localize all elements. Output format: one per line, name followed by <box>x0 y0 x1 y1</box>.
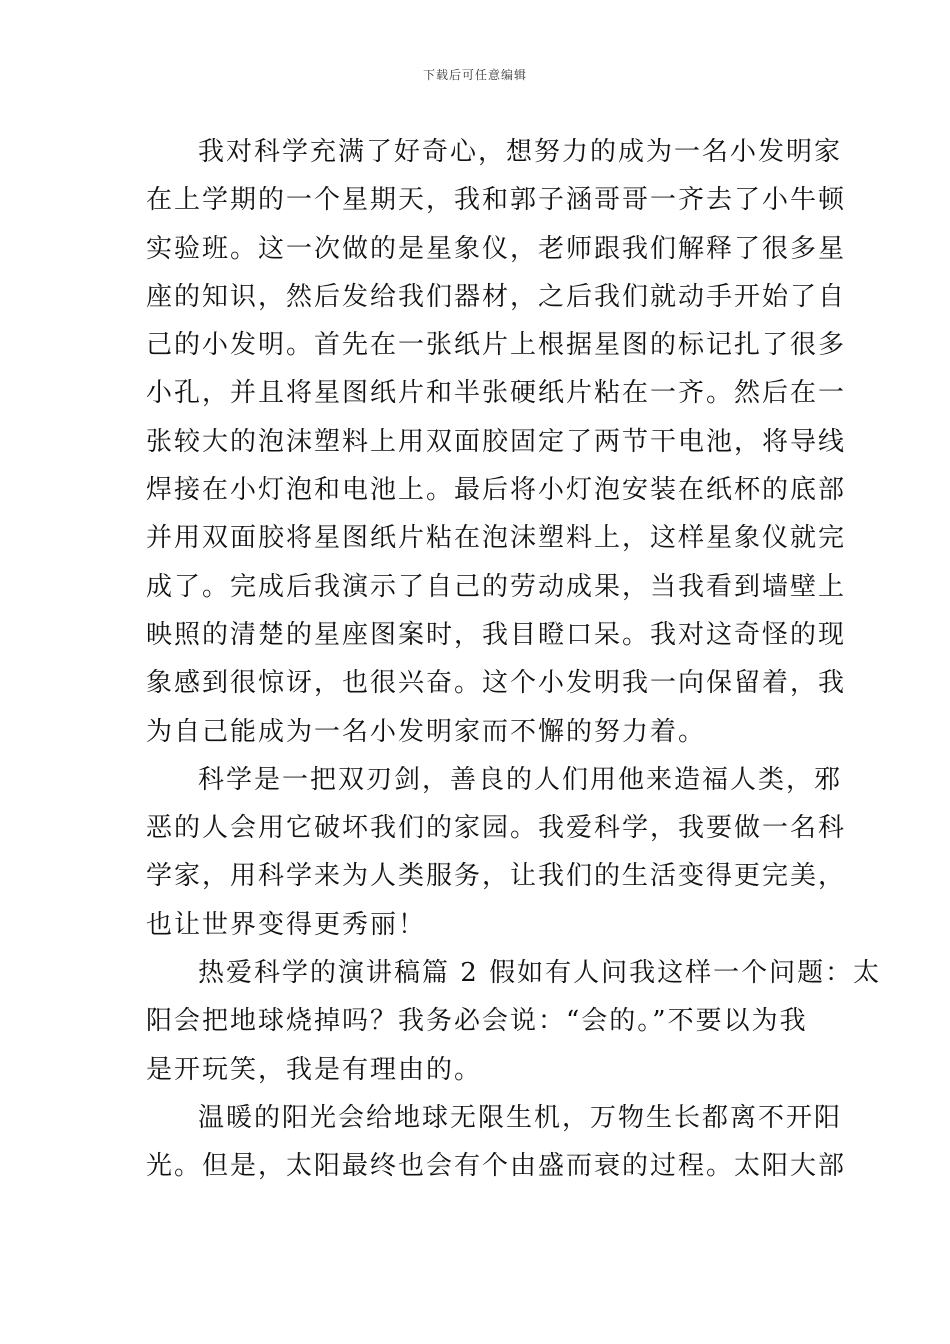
text-line: 学家，用科学来为人类服务，让我们的生活变得更完美， <box>146 861 847 892</box>
text-line: 成了。完成后我演示了自己的劳动成果，当我看到墙壁上 <box>146 571 847 602</box>
text-line: 光。但是，太阳最终也会有个由盛而衰的过程。太阳大部 <box>146 1151 847 1182</box>
text-line: 并用双面胶将星图纸片粘在泡沫塑料上，这样星象仪就完 <box>146 523 847 554</box>
text-line: 阳会把地球烧掉吗？我务必会说：“会的。”不要以为我 <box>146 1006 808 1037</box>
text-line: 热爱科学的演讲稿篇 2 假如有人问我这样一个问题：太 <box>198 958 882 989</box>
text-line: 焊接在小灯泡和电池上。最后将小灯泡安装在纸杯的底部 <box>146 475 847 506</box>
text-line: 象感到很惊讶，也很兴奋。这个小发明我一向保留着，我 <box>146 668 847 699</box>
text-line: 恶的人会用它破坏我们的家园。我爱科学，我要做一名科 <box>146 813 847 844</box>
text-line: 为自己能成为一名小发明家而不懈的努力着。 <box>146 716 707 747</box>
text-line: 己的小发明。首先在一张纸片上根据星图的标记扎了很多 <box>146 330 847 361</box>
text-line: 温暖的阳光会给地球无限生机，万物生长都离不开阳 <box>198 1102 843 1133</box>
text-line: 在上学期的一个星期天，我和郭子涵哥哥一齐去了小牛顿 <box>146 185 847 216</box>
text-line: 我对科学充满了好奇心，想努力的成为一名小发明家 <box>198 137 843 167</box>
text-line: 也让世界变得更秀丽！ <box>146 909 427 940</box>
text-line: 科学是一把双刃剑，善良的人们用他来造福人类，邪 <box>198 764 843 795</box>
text-line: 映照的清楚的星座图案时，我目瞪口呆。我对这奇怪的现 <box>146 619 847 650</box>
text-line: 是开玩笑，我是有理由的。 <box>146 1054 483 1085</box>
text-line: 座的知识，然后发给我们器材，之后我们就动手开始了自 <box>146 281 847 312</box>
text-line: 实验班。这一次做的是星象仪，老师跟我们解释了很多星 <box>146 233 847 264</box>
text-line: 小孔，并且将星图纸片和半张硬纸片粘在一齐。然后在一 <box>146 378 847 409</box>
document-body <box>146 128 882 1191</box>
text-line: 张较大的泡沫塑料上用双面胶固定了两节干电池，将导线 <box>146 426 847 457</box>
page-header: 下载后可任意编辑 <box>422 68 527 82</box>
